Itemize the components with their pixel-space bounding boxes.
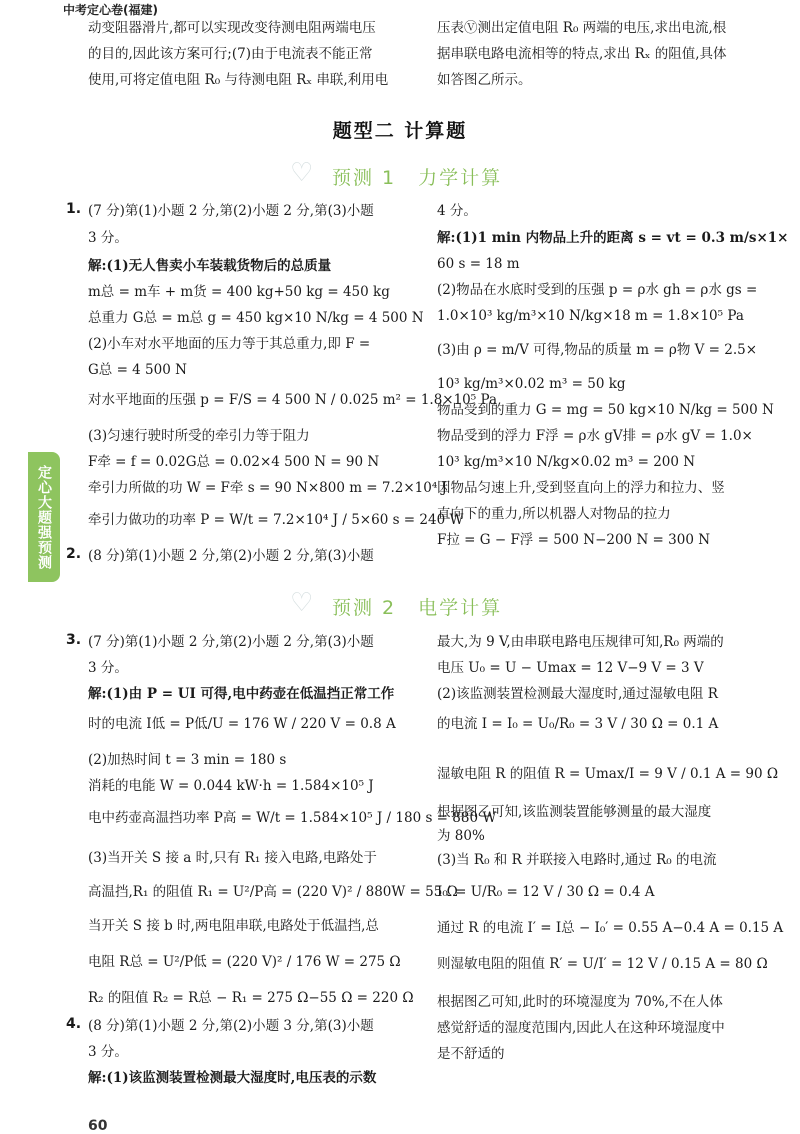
text-line: 因物品匀速上升,受到竖直向上的浮力和拉力、竖 [437, 480, 725, 496]
heart-icon: ♡ [290, 158, 314, 188]
text-line: 10³ kg/m³×0.02 m³ = 50 kg [437, 376, 626, 392]
text-line: 时的电流 I低 = P低/U = 176 W / 220 V = 0.8 A [88, 716, 396, 732]
text-line: 使用,可将定值电阻 R₀ 与待测电阻 Rₓ 串联,利用电 [88, 72, 389, 88]
text-line: 当开关 S 接 b 时,两电阻串联,电路处于低温挡,总 [88, 918, 379, 934]
text-line: (3)匀速行驶时所受的牵引力等于阻力 [88, 428, 310, 444]
text-line: 解:(1)1 min 内物品上升的距离 s = vt = 0.3 m/s×1× [437, 230, 789, 246]
text-line: (7 分)第(1)小题 2 分,第(2)小题 2 分,第(3)小题 [88, 203, 374, 219]
text-line: 牵引力所做的功 W = F牵 s = 90 N×800 m = 7.2×10⁴ J [88, 480, 447, 496]
text-line: 压表Ⓥ测出定值电阻 R₀ 两端的电压,求出电流,根 [437, 20, 727, 36]
text-line: 的电流 I = I₀ = U₀/R₀ = 3 V / 30 Ω = 0.1 A [437, 716, 719, 732]
text-line: 感觉舒适的湿度范围内,因此人在这种环境湿度中 [437, 1020, 725, 1036]
question-number: 1. [66, 201, 82, 217]
text-line: 10³ kg/m³×10 N/kg×0.02 m³ = 200 N [437, 454, 696, 470]
text-line: (3)当 R₀ 和 R 并联接入电路时,通过 R₀ 的电流 [437, 852, 717, 868]
text-line: 根据图乙可知,此时的环境湿度为 70%,不在人体 [437, 994, 723, 1010]
text-line: R₂ 的阻值 R₂ = R总 − R₁ = 275 Ω−55 Ω = 220 Ω [88, 990, 414, 1006]
text-line: 对水平地面的压强 p = F/S = 4 500 N / 0.025 m² = 1.8×10⁵ Pa [88, 392, 498, 408]
text-line: 总重力 G总 = m总 g = 450 kg×10 N/kg = 4 500 N [88, 310, 424, 326]
text-line: (2)加热时间 t = 3 min = 180 s [88, 752, 287, 768]
text-line: 的目的,因此该方案可行;(7)由于电流表不能正常 [88, 46, 373, 62]
heart-icon: ♡ [290, 588, 314, 618]
text-line: 3 分。 [88, 660, 128, 676]
subheading-title: 力学计算 [418, 167, 503, 189]
text-line: (2)物品在水底时受到的压强 p = ρ水 gh = ρ水 gs = [437, 282, 758, 298]
text-line: 物品受到的浮力 F浮 = ρ水 gV排 = ρ水 gV = 1.0× [437, 428, 753, 444]
text-line: 电压 U₀ = U − Umax = 12 V−9 V = 3 V [437, 660, 704, 676]
text-line: F牵 = f = 0.02G总 = 0.02×4 500 N = 90 N [88, 454, 380, 470]
subheading-number: 预测 2 [332, 597, 397, 619]
text-line: 直向下的重力,所以机器人对物品的拉力 [437, 506, 671, 522]
section-title: 题型二 计算题 [332, 120, 468, 142]
text-line: 通过 R 的电流 I′ = I总 − I₀′ = 0.55 A−0.4 A = 0.15 A [437, 920, 784, 936]
text-line: 牵引力做功的功率 P = W/t = 7.2×10⁴ J / 5×60 s = 240 W [88, 512, 464, 528]
text-line: (3)当开关 S 接 a 时,只有 R₁ 接入电路,电路处于 [88, 850, 377, 866]
text-line: 电中药壶高温挡功率 P高 = W/t = 1.584×10⁵ J / 180 s = 880 W [88, 810, 497, 826]
text-line: 最大,为 9 V,由串联电路电压规律可知,R₀ 两端的 [437, 634, 724, 650]
text-line: 根据图乙可知,该监测装置能够测量的最大湿度 [437, 804, 712, 820]
text-line: 电阻 R总 = U²/P低 = (220 V)² / 176 W = 275 Ω [88, 954, 401, 970]
text-line: (7 分)第(1)小题 2 分,第(2)小题 2 分,第(3)小题 [88, 634, 374, 650]
page-number: 60 [88, 1118, 108, 1134]
subheading-mechanics [332, 163, 502, 190]
text-line: (3)由 ρ = m/V 可得,物品的质量 m = ρ物 V = 2.5× [437, 342, 758, 358]
page-header: 中考定心卷(福建) [63, 3, 158, 17]
text-line: 消耗的电能 W = 0.044 kW·h = 1.584×10⁵ J [88, 778, 374, 794]
side-tab: 定心大题强预测 [28, 452, 60, 582]
question-number: 3. [66, 632, 82, 648]
text-line: m总 = m车 + m货 = 400 kg+50 kg = 450 kg [88, 284, 390, 300]
text-line: 湿敏电阻 R 的阻值 R = Umax/I = 9 V / 0.1 A = 90 Ω [437, 766, 779, 782]
subheading-title: 电学计算 [418, 597, 503, 619]
text-line: (2)该监测装置检测最大湿度时,通过湿敏电阻 R [437, 686, 718, 702]
text-line: 动变阻器滑片,都可以实现改变待测电阻两端电压 [88, 20, 376, 36]
subheading-number: 预测 1 [332, 167, 397, 189]
text-line: F拉 = G − F浮 = 500 N−200 N = 300 N [437, 532, 711, 548]
text-line: (2)小车对水平地面的压力等于其总重力,即 F = [88, 336, 371, 352]
text-line: (8 分)第(1)小题 2 分,第(2)小题 3 分,第(3)小题 [88, 1018, 374, 1034]
text-line: 解:(1)无人售卖小车装载货物后的总质量 [88, 258, 332, 274]
text-line: 则湿敏电阻的阻值 R′ = U/I′ = 12 V / 0.15 A = 80 Ω [437, 956, 768, 972]
text-line: 是不舒适的 [437, 1046, 505, 1062]
text-line: 据串联电路电流相等的特点,求出 Rₓ 的阻值,具体 [437, 46, 727, 62]
text-line: 60 s = 18 m [437, 256, 520, 272]
text-line: (8 分)第(1)小题 2 分,第(2)小题 2 分,第(3)小题 [88, 548, 374, 564]
text-line: 为 80% [437, 828, 485, 844]
text-line: G总 = 4 500 N [88, 362, 187, 378]
text-line: 4 分。 [437, 203, 477, 219]
text-line: 如答图乙所示。 [437, 72, 532, 88]
question-number: 4. [66, 1016, 82, 1032]
text-line: 1.0×10³ kg/m³×10 N/kg×18 m = 1.8×10⁵ Pa [437, 308, 744, 324]
text-line: 3 分。 [88, 230, 128, 246]
text-line: 解:(1)该监测装置检测最大湿度时,电压表的示数 [88, 1070, 377, 1086]
text-line: 解:(1)由 P = UI 可得,电中药壶在低温挡正常工作 [88, 686, 395, 702]
text-line: 3 分。 [88, 1044, 128, 1060]
text-line: 物品受到的重力 G = mg = 50 kg×10 N/kg = 500 N [437, 402, 774, 418]
text-line: I₀′ = U/R₀ = 12 V / 30 Ω = 0.4 A [437, 884, 655, 900]
question-number: 2. [66, 546, 82, 562]
text-line: 高温挡,R₁ 的阻值 R₁ = U²/P高 = (220 V)² / 880W = 55 Ω [88, 884, 458, 900]
subheading-electrics [332, 593, 502, 620]
